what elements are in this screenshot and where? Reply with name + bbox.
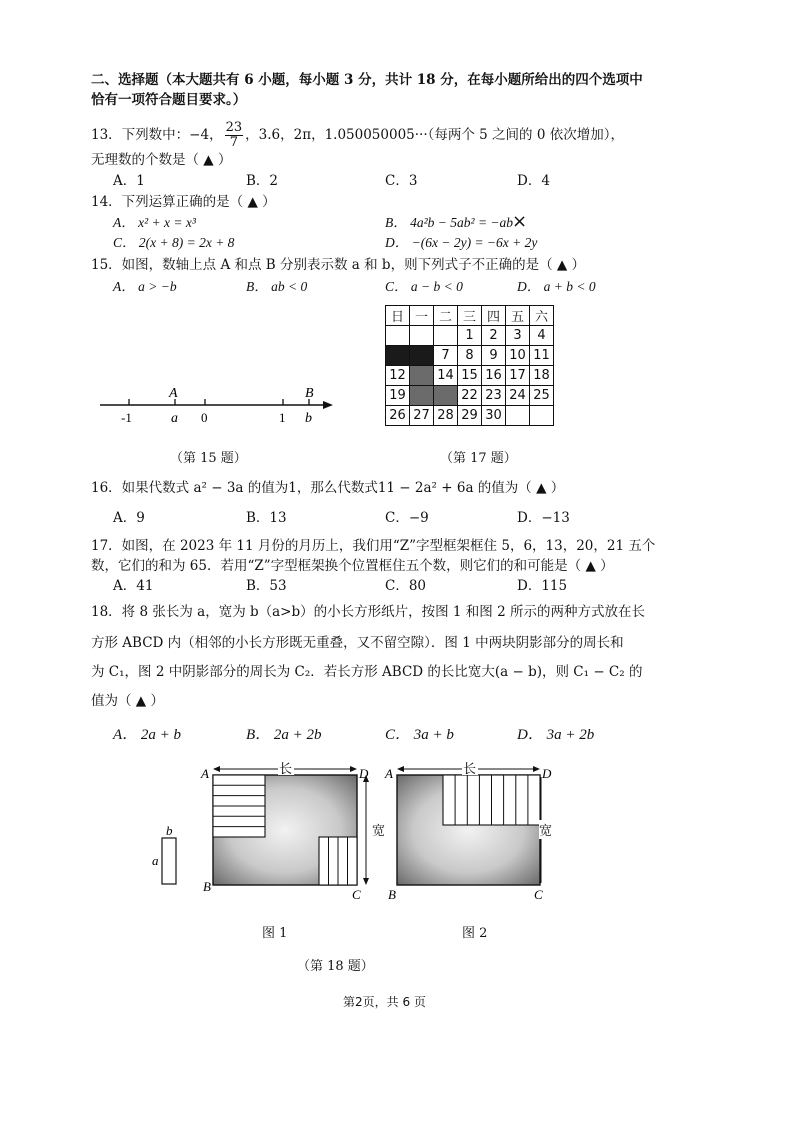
calendar-header-cell: 四: [482, 306, 506, 326]
fig1-label-B: B: [203, 879, 211, 894]
q18-line1: 18．将 8 张长为 a，宽为 b（a>b）的小长方形纸片，按图 1 和图 2 所示的两种方式放在长: [91, 604, 645, 620]
calendar-header-row: [386, 306, 554, 326]
calendar-cell: [434, 326, 458, 346]
calendar-cell-highlighted: 13: [410, 366, 434, 386]
calendar-cell-highlighted: 21: [434, 386, 458, 406]
q13-option-b: B．2: [246, 173, 279, 189]
calendar-cell: 12: [386, 366, 410, 386]
fig1-label-C: C: [352, 887, 361, 902]
q17-calendar: [385, 305, 554, 426]
page-footer: 第2页，共 6 页: [343, 995, 426, 1009]
calendar-cell: 28: [434, 406, 458, 426]
q15-option-b: B． ab < 0: [246, 279, 308, 294]
q18-option-d: D． 3a + 2b: [517, 727, 595, 743]
calendar-cell: [506, 406, 530, 426]
arrow-right-icon: [533, 766, 540, 772]
calendar-header-cell: 日: [386, 306, 410, 326]
q17-option-d: D．115: [517, 578, 568, 594]
q14-stem: 14．下列运算正确的是（ ▲ ）: [91, 194, 276, 210]
q16-option-a: A．9: [113, 510, 145, 526]
q17-line2: 数，它们的和为 65．若用“Z”字型框架换个位置框住五个数，则它们的和可能是（ ▲ ）: [91, 558, 614, 574]
q17-option-b: B．53: [246, 578, 287, 594]
label-a: a: [171, 411, 178, 426]
calendar-cell: [410, 326, 434, 346]
q17-line1: 17．如图，在 2023 年 11 月份的月历上，我们用“Z”字型框架框住 5，6，13，20，21 五个: [91, 538, 656, 554]
calendar-header-cell: 六: [530, 306, 554, 326]
calendar-cell: 14: [434, 366, 458, 386]
label-point-B: B: [305, 386, 314, 401]
calendar-row: [386, 366, 554, 386]
q13-fraction: [225, 121, 244, 150]
calendar-cell: 11: [530, 346, 554, 366]
calendar-cell: 8: [458, 346, 482, 366]
q17-caption: （第 17 题）: [440, 451, 517, 466]
q13-line2: 无理数的个数是（ ▲ ）: [91, 152, 232, 168]
q18-line2: 方形 ABCD 内（相邻的小长方形既无重叠，又不留空隙）．图 1 中两块阴影部分的周长和: [91, 635, 624, 651]
axis-arrow-icon: [323, 401, 333, 409]
fig2-label-C: C: [534, 887, 543, 902]
q13-frac-den: 7: [229, 134, 238, 150]
calendar-cell: 27: [410, 406, 434, 426]
q15-number-line: [95, 385, 345, 430]
small-rect-label-a: a: [152, 853, 159, 868]
q18-option-c: C． 3a + b: [385, 727, 454, 743]
q14-option-a: A． x² + x = x³: [113, 215, 196, 230]
q18-line3: 为 C₁，图 2 中阴影部分的周长为 C₂．若长方形 ABCD 的长比宽大(a − b)，则 C₁ − C₂ 的: [91, 664, 643, 680]
calendar-row: [386, 326, 554, 346]
calendar-cell: 15: [458, 366, 482, 386]
calendar-cell: [530, 406, 554, 426]
q18-caption: （第 18 题）: [297, 959, 374, 974]
calendar-cell-highlighted: 5: [386, 346, 410, 366]
arrow-right-icon: [350, 766, 357, 772]
q15-caption: （第 15 题）: [170, 451, 247, 466]
q15-stem: 15．如图，数轴上点 A 和点 B 分别表示数 a 和 b，则下列式子不正确的是（ ▲ ）: [91, 257, 586, 273]
q16-stem: 16．如果代数式 a² − 3a 的值为1，那么代数式11 − 2a² + 6a 的值为（ ▲ ）: [91, 480, 565, 496]
calendar-cell: 26: [386, 406, 410, 426]
q14-option-d: D． −(6x − 2y) = −6x + 2y: [385, 235, 538, 250]
calendar-cell: 16: [482, 366, 506, 386]
calendar-header-cell: 三: [458, 306, 482, 326]
q13-option-d: D．4: [517, 173, 550, 189]
calendar-cell: 23: [482, 386, 506, 406]
q14-option-c: C． 2(x + 8) = 2x + 8: [113, 235, 235, 250]
small-rect-label-b: b: [166, 823, 173, 838]
fig1-label-long: 长: [279, 762, 293, 777]
label-b: b: [305, 411, 312, 426]
calendar-cell: 9: [482, 346, 506, 366]
q13-option-c: C．3: [385, 173, 418, 189]
fig2-label-A: A: [385, 766, 393, 781]
calendar-cell: 4: [530, 326, 554, 346]
label-point-A: A: [169, 386, 178, 401]
q13-frac-num: 23: [225, 119, 243, 135]
fig2-label-B: B: [388, 887, 396, 902]
section-title-line2: 恰有一项符合题目要求。）: [91, 92, 247, 108]
section-title-line1: 二、选择题（本大题共有 6 小题，每小题 3 分，共计 18 分，在每小题所给出的四个选项中: [91, 72, 643, 88]
q14-handwritten-cross: ×: [512, 211, 528, 232]
q18-figures: [145, 755, 565, 905]
fig2-caption: 图 2: [462, 926, 488, 941]
arrow-left-icon: [397, 766, 404, 772]
q15-option-a: A． a > −b: [113, 279, 177, 294]
calendar-header-cell: 一: [410, 306, 434, 326]
calendar-cell-highlighted: 20: [410, 386, 434, 406]
calendar-cell: 24: [506, 386, 530, 406]
calendar-header-cell: 二: [434, 306, 458, 326]
fig2-label-wide: 宽: [539, 820, 552, 839]
calendar-cell: 22: [458, 386, 482, 406]
q18-option-b: B． 2a + 2b: [246, 727, 322, 743]
q14-option-b: B． 4a²b − 5ab² = −ab: [385, 215, 514, 230]
calendar-cell: 17: [506, 366, 530, 386]
calendar-cell: 10: [506, 346, 530, 366]
q13-option-a: A．1: [113, 173, 145, 189]
q13-rest: ，3.6，2π，1.050050005···（每两个 5 之间的 0 依次增加），: [245, 127, 624, 143]
label-one: 1: [279, 410, 286, 425]
fig1-caption: 图 1: [262, 926, 288, 941]
q18-option-a: A． 2a + b: [113, 727, 182, 743]
q13-prefix: 13．下列数中：−4，: [91, 127, 223, 143]
q13-stem: [91, 115, 624, 155]
calendar-cell: 30: [482, 406, 506, 426]
fig1-label-A: A: [201, 766, 209, 781]
calendar-cell: 18: [530, 366, 554, 386]
fig1-label-wide: 宽: [372, 824, 386, 839]
fig2-label-D: D: [542, 766, 552, 781]
small-rectangle: [162, 838, 176, 884]
figure-2: [384, 761, 552, 902]
calendar-cell: 3: [506, 326, 530, 346]
q16-option-b: B．13: [246, 510, 287, 526]
q15-option-d: D． a + b < 0: [517, 279, 596, 294]
q15-option-c: C． a − b < 0: [385, 279, 463, 294]
calendar-cell: 2: [482, 326, 506, 346]
calendar-cell: 7: [434, 346, 458, 366]
calendar-row: [386, 406, 554, 426]
arrow-left-icon: [213, 766, 220, 772]
calendar-row: [386, 386, 554, 406]
calendar-cell: [386, 326, 410, 346]
figure-1: [200, 761, 369, 902]
q16-option-d: D．−13: [517, 510, 570, 526]
arrow-down-icon: [363, 878, 369, 885]
calendar-cell: 1: [458, 326, 482, 346]
q17-option-c: C．80: [385, 578, 427, 594]
q17-option-a: A．41: [113, 578, 154, 594]
label-neg1: -1: [121, 410, 132, 425]
q18-line4: 值为（ ▲ ）: [91, 693, 164, 709]
calendar-cell: 29: [458, 406, 482, 426]
calendar-header-cell: 五: [506, 306, 530, 326]
calendar-row: [386, 346, 554, 366]
calendar-cell-highlighted: 6: [410, 346, 434, 366]
q16-option-c: C．−9: [385, 510, 429, 526]
fig2-label-long: 长: [463, 762, 477, 777]
calendar-cell: 25: [530, 386, 554, 406]
fig1-label-D: D: [359, 766, 369, 781]
label-zero: 0: [201, 410, 208, 425]
calendar-cell: 19: [386, 386, 410, 406]
